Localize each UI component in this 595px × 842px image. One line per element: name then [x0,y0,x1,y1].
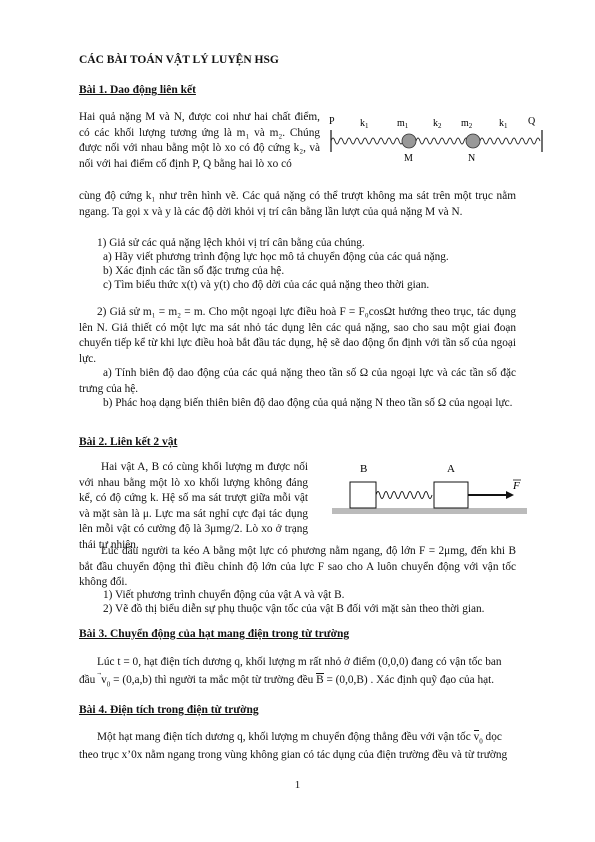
svg-text:k1: $k_1$ [499,118,508,130]
spring-k2 [416,138,468,144]
bai3-line1: Lúc t = 0, hạt điện tích dương q, khối lượng m rất nhỏ ở điểm (0,0,0) đang có vận tốc ban [97,656,502,668]
mass-m1 [402,134,416,148]
page-title: CÁC BÀI TOÁN VẬT LÝ LUYỆN HSG [79,54,279,66]
svg-text:B: B [360,463,368,475]
bai4-line2: theo trục x’0x nằm ngang trong vùng không gian có tác dụng của điện trường đều và từ trường [79,749,508,761]
svg-text:m1: $m_1$ [397,118,409,130]
bai1-intro-wrap: Hai quả nặng M và N, được coi như hai chất điểm, có các khối lượng tương ứng là m₁ và m₂. Chúng được nối với nhau bằng một lò xo có độ cứng k₂, và nối với hai điểm cố định P, Q bằng hai lò xo có [79,111,320,170]
svg-text:F: F [513,480,520,492]
bai2-intro-full: Lúc đầu người ta kéo A bằng một lực có phương nằm ngang, độ lớn F = 2μmg, đến khi B bắt đầu chuyển động thì điều chỉnh độ lớn của lực F sao cho A luôn chuyển động với vận tốc không đổi. [79,545,516,588]
floor [332,508,527,514]
bai1-heading: Bài 1. Dao động liên kết [79,84,196,96]
svg-text:k2: $k_2$ [433,118,442,130]
bai4-heading: Bài 4. Điện tích trong điện từ trường [79,704,259,716]
svg-text:Q: Q [528,116,536,127]
bai1-q1: 1) Giả sử các quả nặng lệch khỏi vị trí cân bằng của chúng. [97,237,365,249]
bai1-q2b: b) Phác hoạ dạng biến thiên biên độ dao động của quả nặng N theo tần số Ω của ngoại lực. [103,397,513,409]
bai1-q2a: a) Tính biên độ dao động của các quả nặng theo tần số Ω của ngoại lực và các tần số đặc trưng của hệ. [79,367,516,395]
bai1-q1a: a) Hãy viết phương trình động lực học mô tả chuyển động của các quả nặng. [103,251,449,263]
bai1-q2: 2) Giả sử m₁ = m₂ = m. Cho một ngoại lực điều hoà F = F₀cosΩt hướng theo trục, tác dụng lên N. Giả thiết có một lực ma sát nhỏ tác dụng lên các quả nặng, sao cho sau một giai đoạn chuyển tiếp kể từ khi lực điều hoà bắt đầu tác dụng, hệ sẽ dao động ổn định với tần số của ngoại lực. [79,306,516,365]
mass-m2 [466,134,480,148]
bai3-heading: Bài 3. Chuyển động của hạt mang điện trong từ trường [79,628,350,640]
block-a [434,482,468,508]
svg-text:k1: $k_1$ [360,118,369,130]
svg-text:A: A [447,463,455,475]
spring-k1-right [480,138,540,144]
bai1-intro-full: cùng độ cứng k₁ như trên hình vẽ. Các quả nặng có thể trượt không ma sát trên một trục nằm ngang. Ta gọi x và y là các độ dời khỏi vị trí cân bằng lần lượt của quả nặng M và N. [79,190,516,218]
bai4-line1: Một hạt mang điện tích dương q, khối lượng m chuyển động thẳng đều với vận tốc $v_0$ dọc [97,731,502,746]
bai2-q2: 2) Vẽ đồ thị biểu diễn sự phụ thuộc vận tốc của vật B đối với mặt sàn theo thời gian. [103,603,485,615]
svg-text:P: P [329,116,335,127]
v0-symbol-bai4: v [473,731,480,743]
spring-k [376,492,432,499]
bai2-q1: 1) Viết phương trình chuyển động của vật A và vật B. [103,589,345,601]
svg-text:N: N [468,153,476,164]
svg-text:M: M [404,153,413,164]
bai1-figure [325,110,550,172]
bai2-heading: Bài 2. Liên kết 2 vật [79,436,178,448]
bai2-figure [330,458,530,520]
b-vector: B [316,674,324,686]
bai2-intro-wrap: Hai vật A, B có cùng khối lượng m được nối với nhau bằng một lò xo khối lượng không đáng kể, có độ cứng k. Hệ số ma sát trượt giữa mỗi vật và mặt sàn là μ. Lực ma sát nghỉ cực đại tác dụng lên mỗi vật có cường độ là 3μmg/2. Lò xo ở trạng thái tự nhiên. [79,461,308,551]
spring-k1-left [331,138,403,144]
bai1-q1b: b) Xác định các tần số đặc trưng của hệ. [103,265,285,277]
bai3-line2: đầu $v_0 = (0,a,b)$ thì người ta mắc một từ trường đều B = (0,0,B) . Xác định quỹ đạo của hạt. [79,674,495,689]
page-number: 1 [294,779,301,791]
block-b [350,482,376,508]
svg-text:m2: $m_2$ [461,118,473,130]
bai1-q1c: c) Tìm biểu thức x(t) và y(t) cho độ dời của các quả nặng theo thời gian. [103,279,430,291]
v0-symbol: v [101,674,107,686]
